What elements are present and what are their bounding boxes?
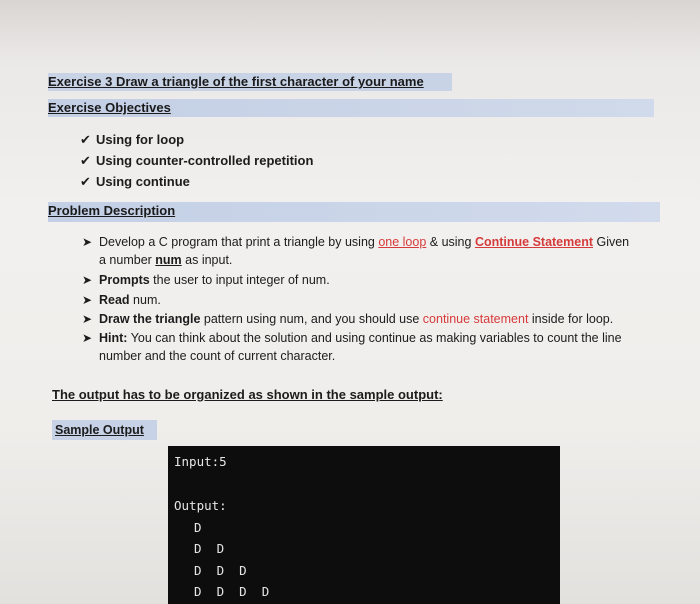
console-row: D D D D	[194, 584, 270, 599]
check-icon: ✔	[80, 132, 91, 147]
objective-item: ✔ Using for loop	[80, 132, 185, 147]
output-note: The output has to be organized as shown in the sample output:	[52, 387, 443, 402]
arrow-bullet-icon: ➤	[82, 293, 93, 307]
arrow-bullet-icon: ➤	[82, 331, 93, 345]
check-icon: ✔	[80, 174, 91, 189]
exercise-title: Exercise 3 Draw a triangle of the first character of your name	[48, 73, 452, 91]
arrow-bullet-icon: ➤	[82, 235, 93, 249]
problem-heading: Problem Description	[48, 202, 660, 222]
objectives-heading: Exercise Objectives	[48, 99, 654, 117]
sample-output-heading: Sample Output	[52, 420, 157, 440]
console-output	[168, 446, 560, 604]
arrow-bullet-icon: ➤	[82, 273, 93, 287]
console-row: D D	[194, 541, 225, 556]
console-row: D	[194, 520, 202, 535]
console-output-label: Output:	[174, 498, 227, 513]
arrow-bullet-icon: ➤	[82, 312, 93, 326]
console-row: D D D	[194, 563, 247, 578]
check-icon: ✔	[80, 153, 91, 168]
console-input-line: Input:5	[174, 454, 227, 469]
objective-item: ✔ Using continue	[80, 174, 190, 189]
objective-item: ✔ Using counter-controlled repetition	[80, 153, 314, 168]
